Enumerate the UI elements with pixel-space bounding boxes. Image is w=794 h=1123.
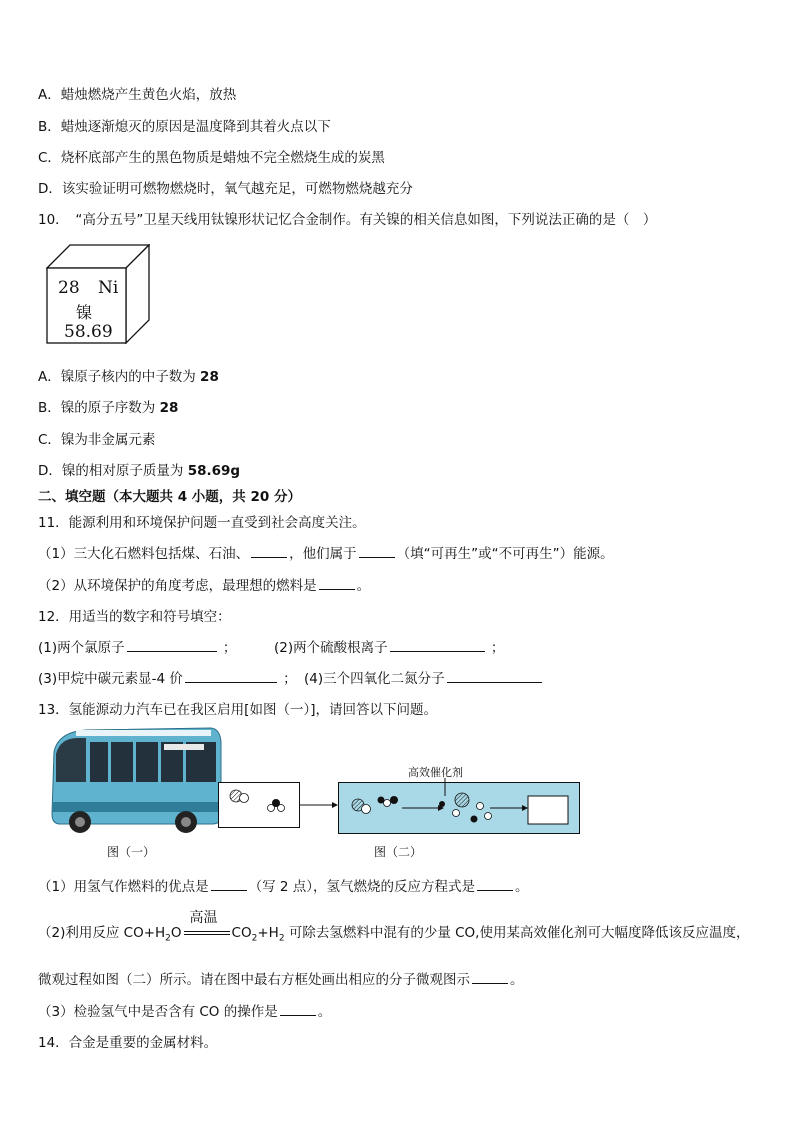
answer-blank[interactable] bbox=[319, 577, 355, 590]
q10-option-c: C．镍为非金属元素 bbox=[38, 432, 156, 448]
q9-option-a: A．蜡烛燃烧产生黄色火焰，放热 bbox=[38, 87, 237, 103]
hydrogen-bus-image bbox=[46, 724, 224, 836]
answer-drawing-box[interactable] bbox=[528, 796, 568, 824]
section-title: 二、填空题（本大题共 4 小题，共 20 分） bbox=[38, 489, 301, 505]
figure-1-caption: 图（一） bbox=[107, 845, 156, 859]
element-name: 镍 bbox=[76, 303, 93, 322]
atomic-number: 28 bbox=[58, 278, 80, 298]
q11-stem: 11．能源利用和环境保护问题一直受到社会高度关注。 bbox=[38, 515, 366, 531]
q9-option-c: C．烧杯底部产生的黑色物质是蜡烛不完全燃烧生成的炭黑 bbox=[38, 150, 385, 166]
catalyst-pointer bbox=[440, 778, 450, 798]
q9-option-d: D．该实验证明可燃物燃烧时，氧气越充足，可燃物燃烧越充分 bbox=[38, 181, 413, 197]
arrow-right-icon bbox=[300, 800, 338, 810]
q10-option-d: D．镍的相对原子质量为 58.69g bbox=[38, 463, 241, 479]
q12-item-2: (2)两个硫酸根离子 ； bbox=[274, 640, 505, 656]
answer-blank[interactable] bbox=[477, 878, 513, 891]
reactant-box bbox=[218, 782, 300, 828]
q12-item-1: (1)两个氯原子 ； bbox=[38, 640, 237, 656]
q10-stem: 10． “高分五号”卫星天线用钛镍形状记忆合金制作。有关镍的相关信息如图，下列说法正确的是（ ） bbox=[38, 212, 657, 228]
q9-option-b: B．蜡烛逐渐熄灭的原因是温度降到其着火点以下 bbox=[38, 119, 331, 135]
q14-stem: 14．合金是重要的金属材料。 bbox=[38, 1035, 218, 1051]
figure-2-caption: 图（二） bbox=[374, 845, 423, 859]
q11-part1: （1）三大化石燃料包括煤、石油、 ，他们属于 （填“可再生”或“不可再生”）能源。 bbox=[38, 546, 614, 562]
atomic-mass: 58.69 bbox=[64, 322, 113, 342]
nickel-element-card bbox=[46, 244, 150, 344]
answer-blank[interactable] bbox=[447, 670, 542, 683]
catalyst-process-box bbox=[338, 782, 580, 834]
catalyst-label: 高效催化剂 bbox=[408, 766, 463, 779]
q13-part2: （2)利用反应 $CO+H_2O$ 高温 $CO_2+H_2$ 可除去氢燃料中混有的少量 CO,使用某高效催化剂可大幅度降低该反应温度， bbox=[38, 910, 750, 944]
q13-part1: （1）用氢气作燃料的优点是 （写 2 点），氢气燃烧的反应方程式是 。 bbox=[38, 879, 529, 895]
reaction-condition: 高温 bbox=[184, 925, 230, 941]
q10-option-b: B．镍的原子序数为 28 bbox=[38, 400, 179, 416]
answer-blank[interactable] bbox=[211, 878, 247, 891]
q13-stem: 13．氢能源动力汽车已在我区启用[如图（一）]，请回答以下问题。 bbox=[38, 702, 437, 718]
q12-item-3: (3)甲烷中碳元素显-4 价 ； bbox=[38, 671, 297, 687]
q12-stem: 12．用适当的数字和符号填空： bbox=[38, 609, 231, 625]
q13-part3: （3）检验氢气中是否含有 CO 的操作是 。 bbox=[38, 1004, 332, 1020]
answer-blank[interactable] bbox=[472, 971, 508, 984]
answer-blank[interactable] bbox=[251, 545, 287, 558]
answer-blank[interactable] bbox=[185, 670, 277, 683]
element-symbol: Ni bbox=[98, 278, 119, 298]
q11-part2: （2）从环境保护的角度考虑，最理想的燃料是 。 bbox=[38, 578, 371, 594]
answer-blank[interactable] bbox=[280, 1003, 316, 1016]
q13-part2-cont: 微观过程如图（二）所示。请在图中最右方框处画出相应的分子微观图示 。 bbox=[38, 972, 524, 988]
answer-blank[interactable] bbox=[359, 545, 395, 558]
answer-blank[interactable] bbox=[127, 639, 217, 652]
q12-item-4: (4)三个四氧化二氮分子 bbox=[304, 667, 544, 687]
answer-blank[interactable] bbox=[390, 639, 485, 652]
q10-option-a: A．镍原子核内的中子数为 28 bbox=[38, 369, 219, 385]
